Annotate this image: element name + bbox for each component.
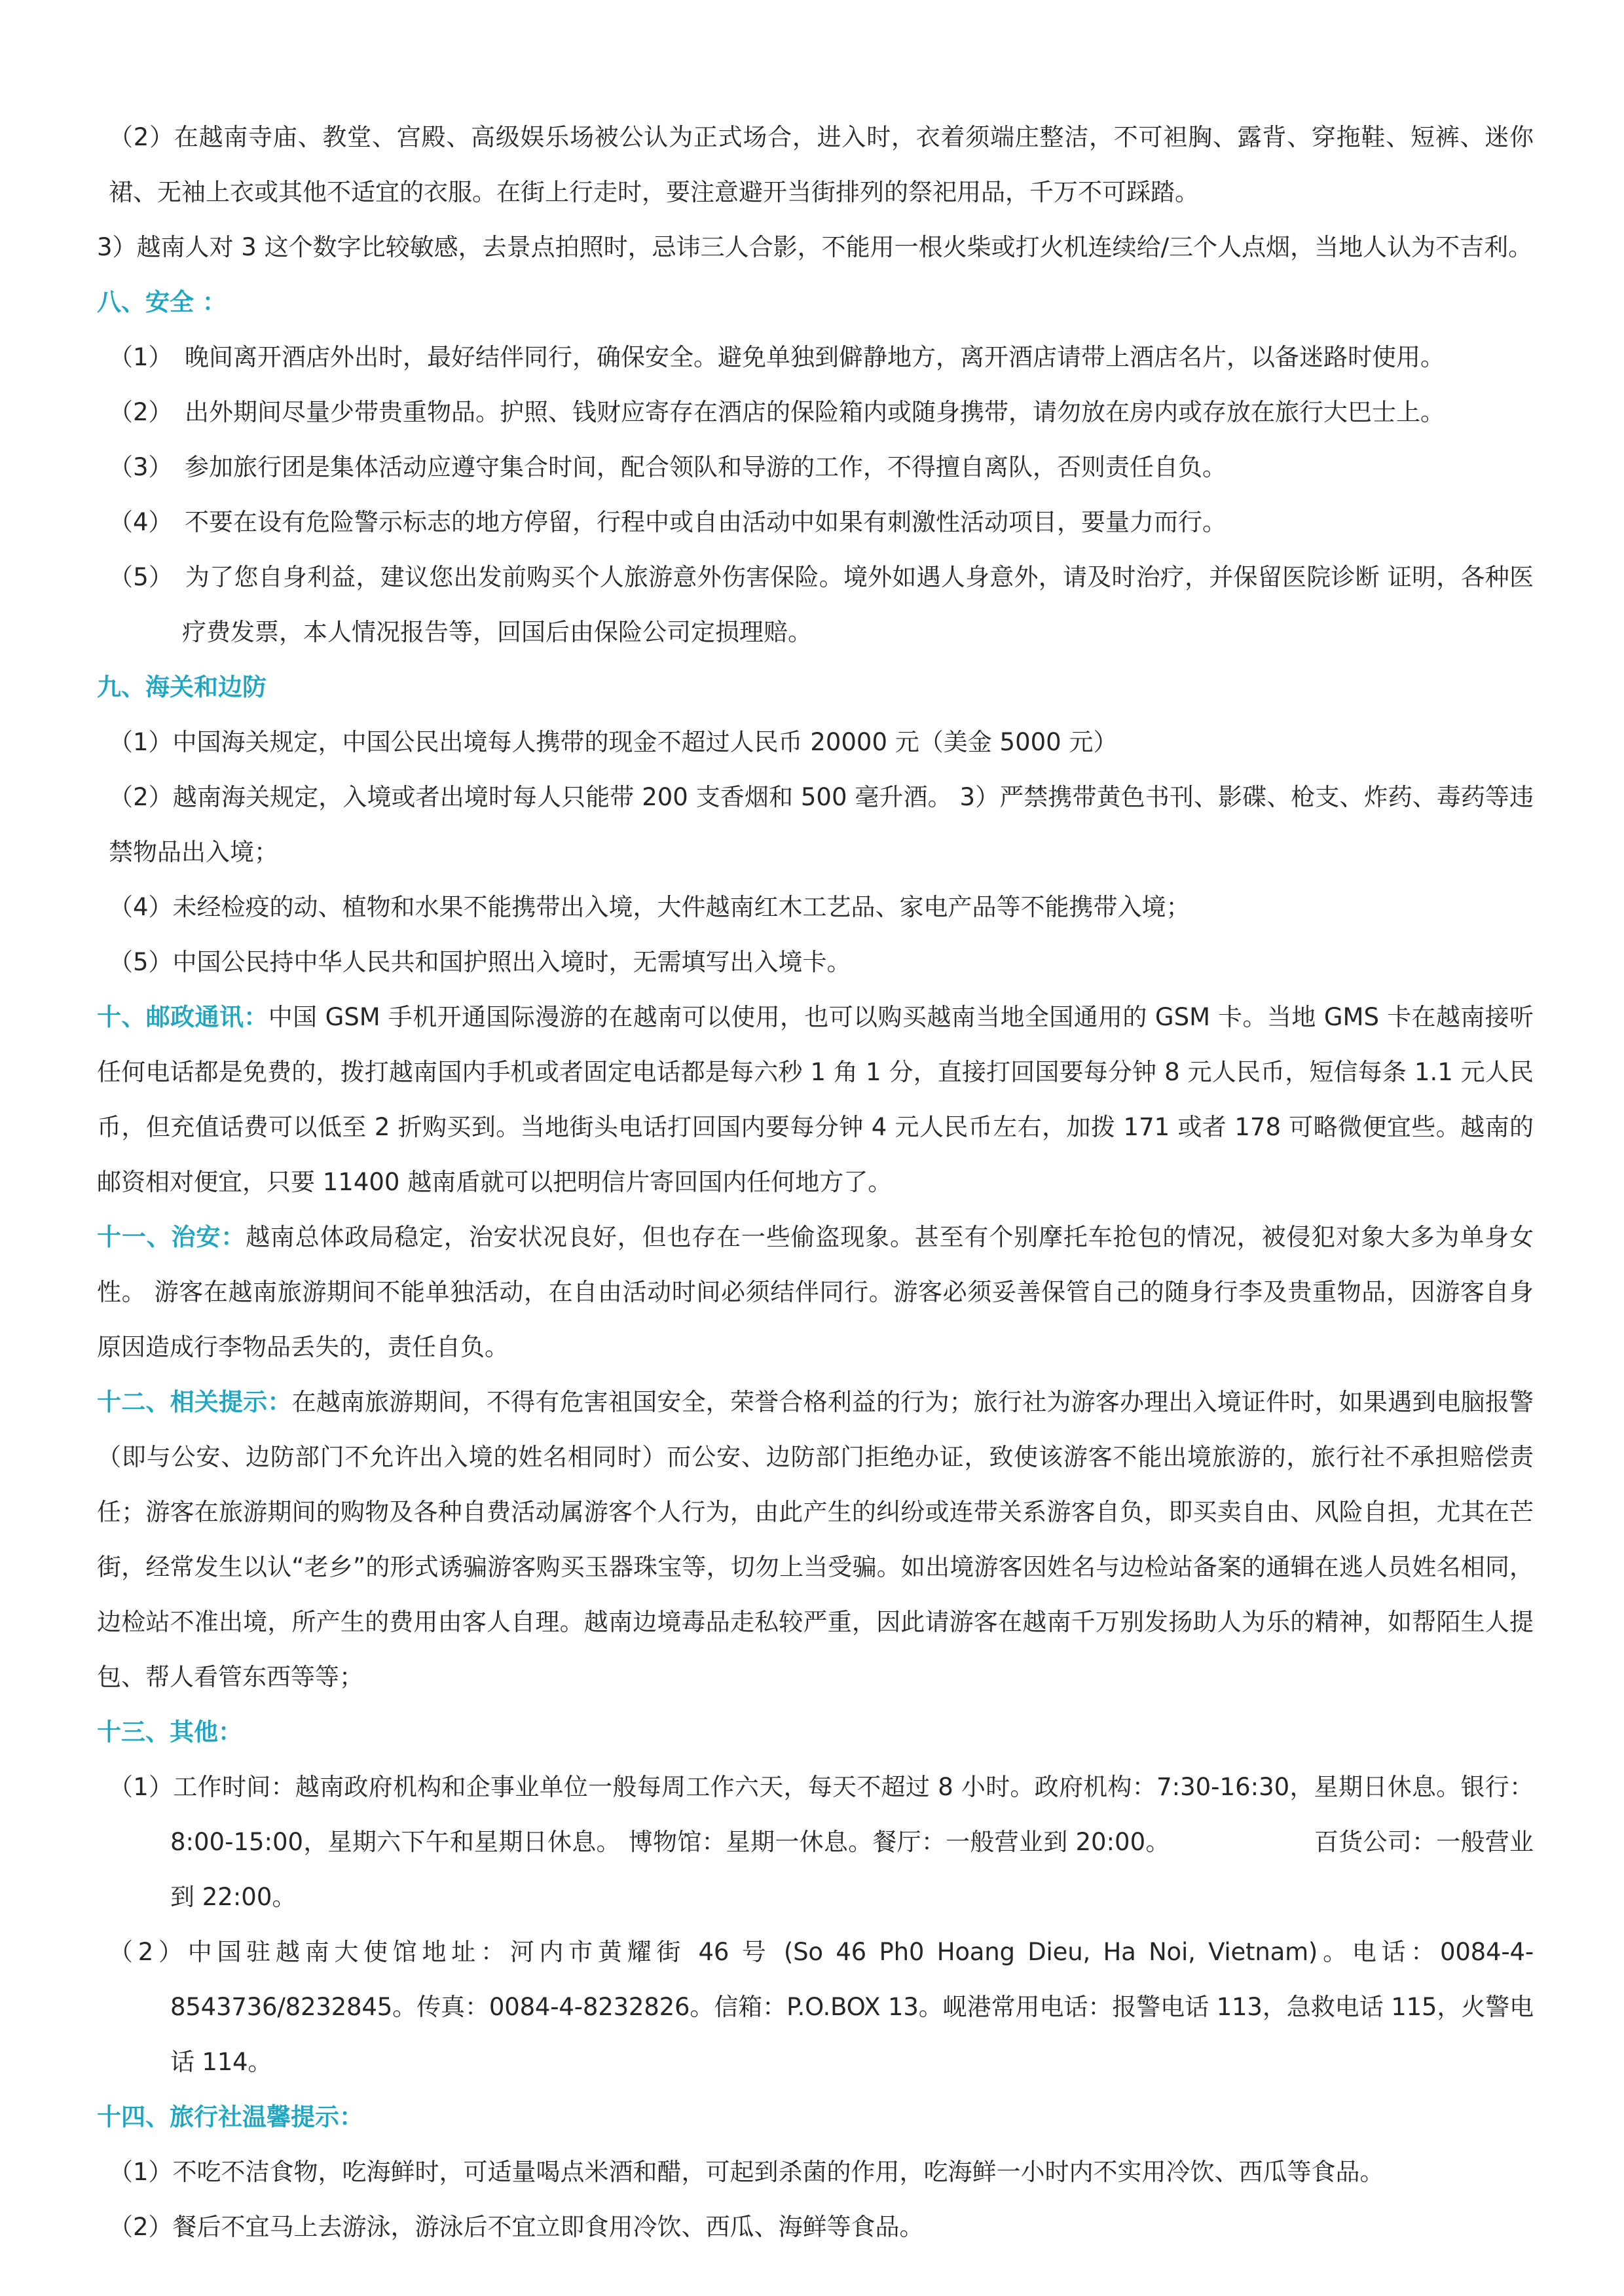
- tips-text: 在越南旅游期间，不得有危害祖国安全，荣誉合格利益的行为；旅行社为游客办理出入境证件时，如果遇到电脑报警（即与公安、边防部门不允许出入境的姓名相同时）而公安、边防部门拒绝办证，致使该游客不能出境旅游的，旅行社不承担赔偿责任；游客在旅游期间的购物及各种自费活动属游客个人行为，由此产生的纠纷或连带关系游客自负，即买卖自由、风险自担，尤其在芒街，经常发生以认“老乡”的形式诱骗游客购买玉器珠宝等，切勿上当受骗。如出境游客因姓名与边检站备案的通辑在逃人员姓名相同，边检站不准出境，所产生的费用由客人自理。越南边境毒品走私较严重，因此请游客在越南千万别发扬助人为乐的精神，如帮陌生人提包、帮人看管东西等等；: [97, 1388, 1534, 1691]
- agency-tip-1: （1）不吃不洁食物，吃海鲜时，可适量喝点米酒和醋，可起到杀菌的作用，吃海鲜一小时内不实用冷饮、西瓜等食品。: [109, 2158, 1384, 2186]
- section-heading-safety: 八、安全 ：: [97, 288, 227, 316]
- customs-item-2: （2）越南海关规定，入境或者出境时每人只能带 200 支香烟和 500 毫升酒。 3）严禁携带黄色书刊、影碟、枪支、炸药、毒药等违禁物品出入境；: [109, 783, 1534, 866]
- security-text: 越南总体政局稳定，治安状况良好，但也存在一些偷盗现象。甚至有个别摩托车抢包的情况，被侵犯对象大多为单身女性。 游客在越南旅游期间不能单独活动，在自由活动时间必须结伴同行。游客必须妥善保管自己的随身行李及贵重物品，因游客自身原因造成行李物品丢失的，责任自负。: [97, 1223, 1534, 1361]
- etiquette-item-3: 3）越南人对 3 这个数字比较敏感，去景点拍照时，忌讳三人合影，不能用一根火柴或打火机连续给/三个人点烟，当地人认为不吉利。: [97, 233, 1533, 261]
- customs-item-1: （1）中国海关规定，中国公民出境每人携带的现金不超过人民币 20000 元（美金 5000 元）: [109, 728, 1118, 756]
- section-postal: [97, 990, 1534, 1210]
- agency-tip-2: （2）餐后不宜马上去游泳，游泳后不宜立即食用冷饮、西瓜、海鲜等食品。: [109, 2213, 924, 2241]
- section-heading-customs: 九、海关和边防: [97, 673, 267, 701]
- other-item-2: （2）中国驻越南大使馆地址：河内市黄耀街 46 号 (So 46 Ph0 Hoang Dieu, Ha Noi, Vietnam)。电话：0084-4-8543736/8232845。传真：0084-4-8232826。信箱：P.O.BOX 13。岘港常用电话：报警电话 113，急救电话 115，火警电话 114。: [109, 1938, 1534, 2076]
- section-heading-security: 十一、治安：: [97, 1223, 246, 1251]
- section-heading-agency-tips: 十四、旅行社温馨提示：: [97, 2103, 363, 2131]
- department-store-hours: 百货公司：一般营业到 22:00。: [170, 1828, 1534, 1911]
- section-tips: [97, 1375, 1534, 1705]
- document-page: [97, 110, 1534, 2255]
- section-heading-postal: 十、邮政通讯：: [97, 1003, 268, 1031]
- etiquette-item-2: （2）在越南寺庙、教堂、宫殿、高级娱乐场被公认为正式场合，进入时，衣着须端庄整洁，不可袒胸、露背、穿拖鞋、短裤、迷你裙、无袖上衣或其他不适宜的衣服。在街上行走时，要注意避开当街排列的祭祀用品，千万不可踩踏。: [109, 123, 1534, 206]
- safety-item-5: （5） 为了您自身利益，建议您出发前购买个人旅游意外伤害保险。境外如遇人身意外，请及时治疗，并保留医院诊断 证明，各种医疗费发票，本人情况报告等，回国后由保险公司定损理赔。: [109, 563, 1534, 646]
- safety-item-2: （2） 出外期间尽量少带贵重物品。护照、钱财应寄存在酒店的保险箱内或随身携带，请勿放在房内或存放在旅行大巴士上。: [109, 398, 1445, 426]
- safety-item-4: （4） 不要在设有危险警示标志的地方停留，行程中或自由活动中如果有刺激性活动项目，要量力而行。: [109, 508, 1227, 536]
- safety-item-3: （3） 参加旅行团是集体活动应遵守集合时间，配合领队和导游的工作，不得擅自离队，否则责任自负。: [109, 453, 1227, 481]
- section-heading-tips: 十二、相关提示：: [97, 1388, 292, 1416]
- postal-text: 中国 GSM 手机开通国际漫游的在越南可以使用，也可以购买越南当地全国通用的 GSM 卡。当地 GMS 卡在越南接听任何电话都是免费的，拨打越南国内手机或者固定电话都是每六秒 1 角 1 分，直接打回国要每分钟 8 元人民币，短信每条 1.1 元人民币，但充值话费可以低至 2 折购买到。当地街头电话打回国内要每分钟 4 元人民币左右，加拨 171 或者 178 可略微便宜些。越南的邮资相对便宜，只要 11400 越南盾就可以把明信片寄回国内任何地方了。: [97, 1003, 1534, 1196]
- other-item-1: [97, 1760, 1534, 1925]
- customs-item-4: （4）未经检疫的动、植物和水果不能携带出入境，大件越南红木工艺品、家电产品等不能携带入境；: [109, 893, 1190, 921]
- safety-item-1: （1） 晚间离开酒店外出时，最好结伴同行，确保安全。避免单独到僻静地方，离开酒店请带上酒店名片，以备迷路时使用。: [109, 343, 1445, 371]
- customs-item-5: （5）中国公民持中华人民共和国护照出入境时，无需填写出入境卡。: [109, 948, 851, 976]
- section-security: [97, 1210, 1534, 1375]
- section-heading-other: 十三、其他：: [97, 1718, 242, 1746]
- working-hours-text: （1）工作时间：越南政府机构和企事业单位一般每周工作六天，每天不超过 8 小时。政府机构：7:30-16:30，星期日休息。银行：8:00-15:00，星期六下午和星期日休息。 博物馆：星期一休息。餐厅：一般营业到 20:00。: [109, 1773, 1534, 1856]
